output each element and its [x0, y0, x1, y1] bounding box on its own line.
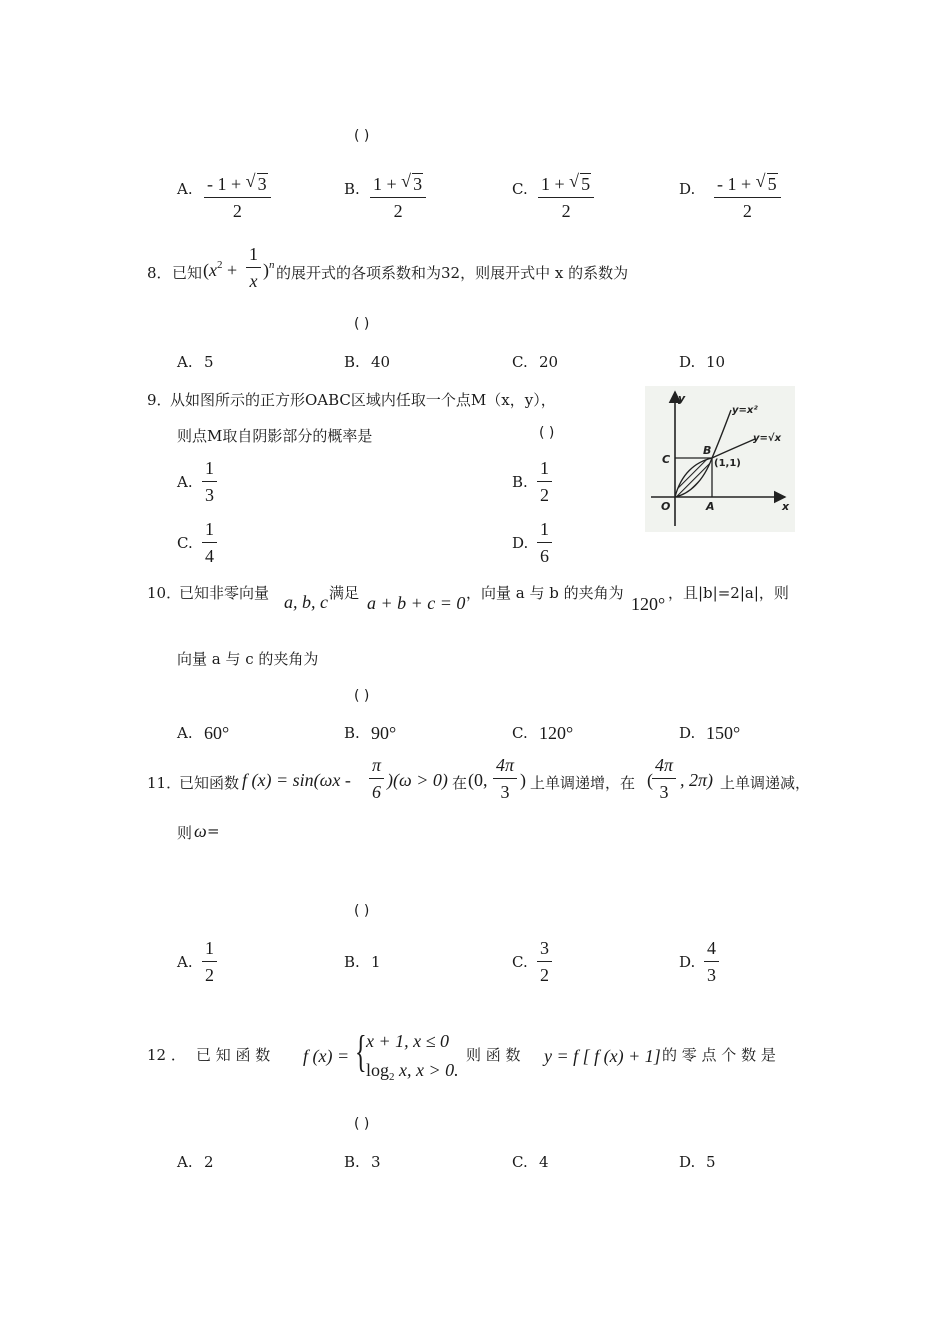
question-text: 已知非零向量 — [179, 584, 270, 602]
option-value: 120° — [539, 723, 574, 743]
equals-sign: = — [207, 822, 220, 840]
question-text: 则 函 数 — [466, 1046, 521, 1064]
denominator: 2 — [205, 965, 214, 985]
option-fraction — [537, 458, 552, 506]
option-label: C. — [512, 353, 528, 371]
question-text: 从如图所示的正方形OABC区域内任取一个点M（x，y）， — [170, 391, 556, 409]
option-label: D. — [679, 353, 696, 371]
answer-paren-q12: ( ) — [354, 1116, 370, 1132]
question-text: ，且|b|=2|a|，则 — [668, 584, 789, 602]
question-text: 已知 — [172, 264, 203, 282]
option-fraction — [204, 171, 271, 222]
pi-fraction — [369, 755, 384, 803]
denominator: 3 — [659, 782, 669, 802]
numerator: 4π — [493, 755, 517, 779]
option-fraction — [202, 938, 217, 986]
numerator: 4π — [652, 755, 676, 779]
denominator: 2 — [561, 201, 571, 221]
question-number: 11． — [147, 774, 182, 792]
option-value: 90° — [371, 723, 397, 743]
option-label: C. — [177, 534, 193, 552]
numerator-text: 1 + — [541, 174, 570, 194]
question-text: 上单调递减， — [720, 774, 811, 792]
curve1-label: y=x² — [732, 405, 758, 416]
answer-paren-q10: ( ) — [354, 688, 370, 704]
denominator: 2 — [540, 965, 549, 985]
point-a-label: A — [706, 500, 715, 513]
numerator: 1 — [246, 244, 261, 268]
question-text: 则 — [177, 824, 193, 842]
option-label: C. — [512, 1153, 528, 1171]
option-label: A. — [177, 473, 193, 491]
option-fraction — [537, 938, 552, 986]
question-number: 8． — [147, 264, 172, 282]
option-fraction — [538, 171, 594, 222]
question-text: 的 零 点 个 数 是 — [662, 1046, 776, 1064]
option-value: 3 — [371, 1153, 381, 1171]
denominator: 2 — [742, 201, 752, 221]
square-region-figure — [645, 386, 795, 532]
numerator: 4 — [704, 938, 719, 962]
question-number: 10． — [147, 584, 182, 602]
sqrt-symbol: √ 5 — [569, 171, 591, 194]
omega-condition: )(ω > 0) — [387, 770, 448, 790]
radicand: 5 — [581, 174, 591, 194]
point-coordinate-label: (1,1) — [714, 458, 741, 469]
point-c-label: C — [662, 453, 671, 466]
option-value: 20 — [539, 353, 559, 371]
option-value: 5 — [204, 353, 214, 371]
option-label: B. — [344, 953, 360, 971]
option-value: 60° — [204, 723, 230, 743]
question-text: 已知函数 — [179, 774, 240, 792]
sqrt-symbol: √ 3 — [245, 171, 267, 194]
option-value: 2 — [204, 1153, 214, 1171]
point-b-label: B — [703, 444, 712, 457]
option-value: 4 — [539, 1153, 549, 1171]
numerator: 3 — [537, 938, 552, 962]
option-value: 40 — [371, 353, 391, 371]
option-label: A. — [177, 353, 193, 371]
answer-paren-q7: ( ) — [354, 128, 370, 144]
denominator: 2 — [540, 485, 549, 505]
option-value: 5 — [706, 1153, 716, 1171]
option-fraction — [202, 458, 217, 506]
interval-close: ) — [520, 770, 526, 790]
option-label: A. — [177, 953, 193, 971]
vector-names: a, b, c — [284, 592, 328, 612]
option-label: A. — [177, 1153, 193, 1171]
option-label: B. — [344, 1153, 360, 1171]
piecewise-case-2: $\log_2 x$, x > 0. — [366, 1060, 459, 1083]
option-label: B. — [344, 724, 360, 742]
expression-close: )$^n$ — [263, 259, 275, 280]
denominator: x — [249, 271, 258, 291]
omega-symbol: ω — [194, 821, 207, 841]
option-value: 1 — [371, 953, 381, 971]
option-label: D. — [679, 724, 696, 742]
option-fraction — [714, 171, 781, 222]
curve2-label: y=√x — [753, 433, 782, 444]
numerator: 1 — [202, 938, 217, 962]
numerator: π — [369, 755, 384, 779]
denominator: 3 — [500, 782, 510, 802]
denominator: 4 — [205, 546, 214, 566]
numerator-text: 1 + — [373, 174, 402, 194]
angle-value: 120° — [631, 594, 666, 614]
denominator: 3 — [205, 485, 214, 505]
numerator: 1 — [202, 458, 217, 482]
numerator: 1 — [537, 458, 552, 482]
denominator: 6 — [372, 782, 382, 802]
interval-fraction — [652, 755, 676, 803]
option-value: 150° — [706, 723, 741, 743]
option-fraction — [704, 938, 719, 986]
option-fraction — [537, 519, 552, 567]
answer-paren-q9: ( ) — [539, 425, 555, 441]
radicand: 3 — [257, 174, 267, 194]
numerator: 1 — [202, 519, 217, 543]
interval-fraction — [493, 755, 517, 803]
option-label: C. — [512, 953, 528, 971]
interval-open: ( — [647, 770, 653, 790]
denominator: 2 — [232, 201, 242, 221]
denominator: 6 — [540, 546, 549, 566]
option-label: B. — [512, 473, 528, 491]
answer-paren-q8: ( ) — [354, 316, 370, 332]
function-name: f (x) = — [303, 1046, 350, 1066]
interval-close: , 2π) — [680, 770, 714, 790]
vector-equation: a + b + c = 0 — [367, 593, 466, 613]
option-label: D. — [679, 180, 696, 198]
option-label: D. — [512, 534, 529, 552]
question-number: 9． — [147, 391, 172, 409]
option-label: A. — [177, 724, 193, 742]
radicand: 5 — [767, 174, 777, 194]
expression-open: ($x^2$ + — [203, 259, 238, 280]
question-text: 已 知 函 数 — [196, 1046, 271, 1064]
interval-open: (0, — [468, 770, 488, 790]
piecewise-case-1: x + 1, x ≤ 0 — [366, 1031, 450, 1051]
option-label: D. — [679, 953, 696, 971]
brace-symbol: { — [355, 1027, 367, 1076]
expression-fraction — [246, 244, 261, 292]
option-fraction — [202, 519, 217, 567]
question-text: 在 — [452, 774, 468, 792]
option-label: B. — [344, 180, 360, 198]
numerator: 1 — [537, 519, 552, 543]
radicand: 3 — [413, 174, 423, 194]
sqrt-symbol: √ 3 — [401, 171, 423, 194]
numerator-text: - 1 + — [207, 174, 246, 194]
option-label: A. — [177, 180, 193, 198]
denominator: 2 — [393, 201, 403, 221]
numerator-text: - 1 + — [717, 174, 756, 194]
sqrt-symbol: √ 5 — [755, 171, 777, 194]
y-axis-label: y — [678, 392, 686, 405]
question-text: 满足 — [329, 584, 360, 602]
option-label: B. — [344, 353, 360, 371]
question-number: 12 ． — [147, 1046, 186, 1064]
question-text: 上单调递增，在 — [530, 774, 636, 792]
option-label: D. — [679, 1153, 696, 1171]
option-label: C. — [512, 724, 528, 742]
question-text: 向量 a 与 c 的夹角为 — [177, 650, 319, 668]
origin-label: O — [661, 500, 671, 513]
answer-paren-q11: ( ) — [354, 903, 370, 919]
option-label: C. — [512, 180, 528, 198]
question-text: 则点M取自阴影部分的概率是 — [177, 427, 373, 445]
composite-function: y = f [ f (x) + 1] — [544, 1046, 661, 1066]
question-text: ，向量 a 与 b 的夹角为 — [466, 584, 624, 602]
option-fraction — [370, 171, 426, 222]
option-value: 10 — [706, 353, 726, 371]
question-text: 的展开式的各项系数和为32，则展开式中 x 的系数为 — [276, 264, 629, 282]
x-axis-label: x — [782, 500, 790, 513]
function-expression: f (x) = sin(ωx - — [242, 770, 351, 790]
denominator: 3 — [707, 965, 716, 985]
